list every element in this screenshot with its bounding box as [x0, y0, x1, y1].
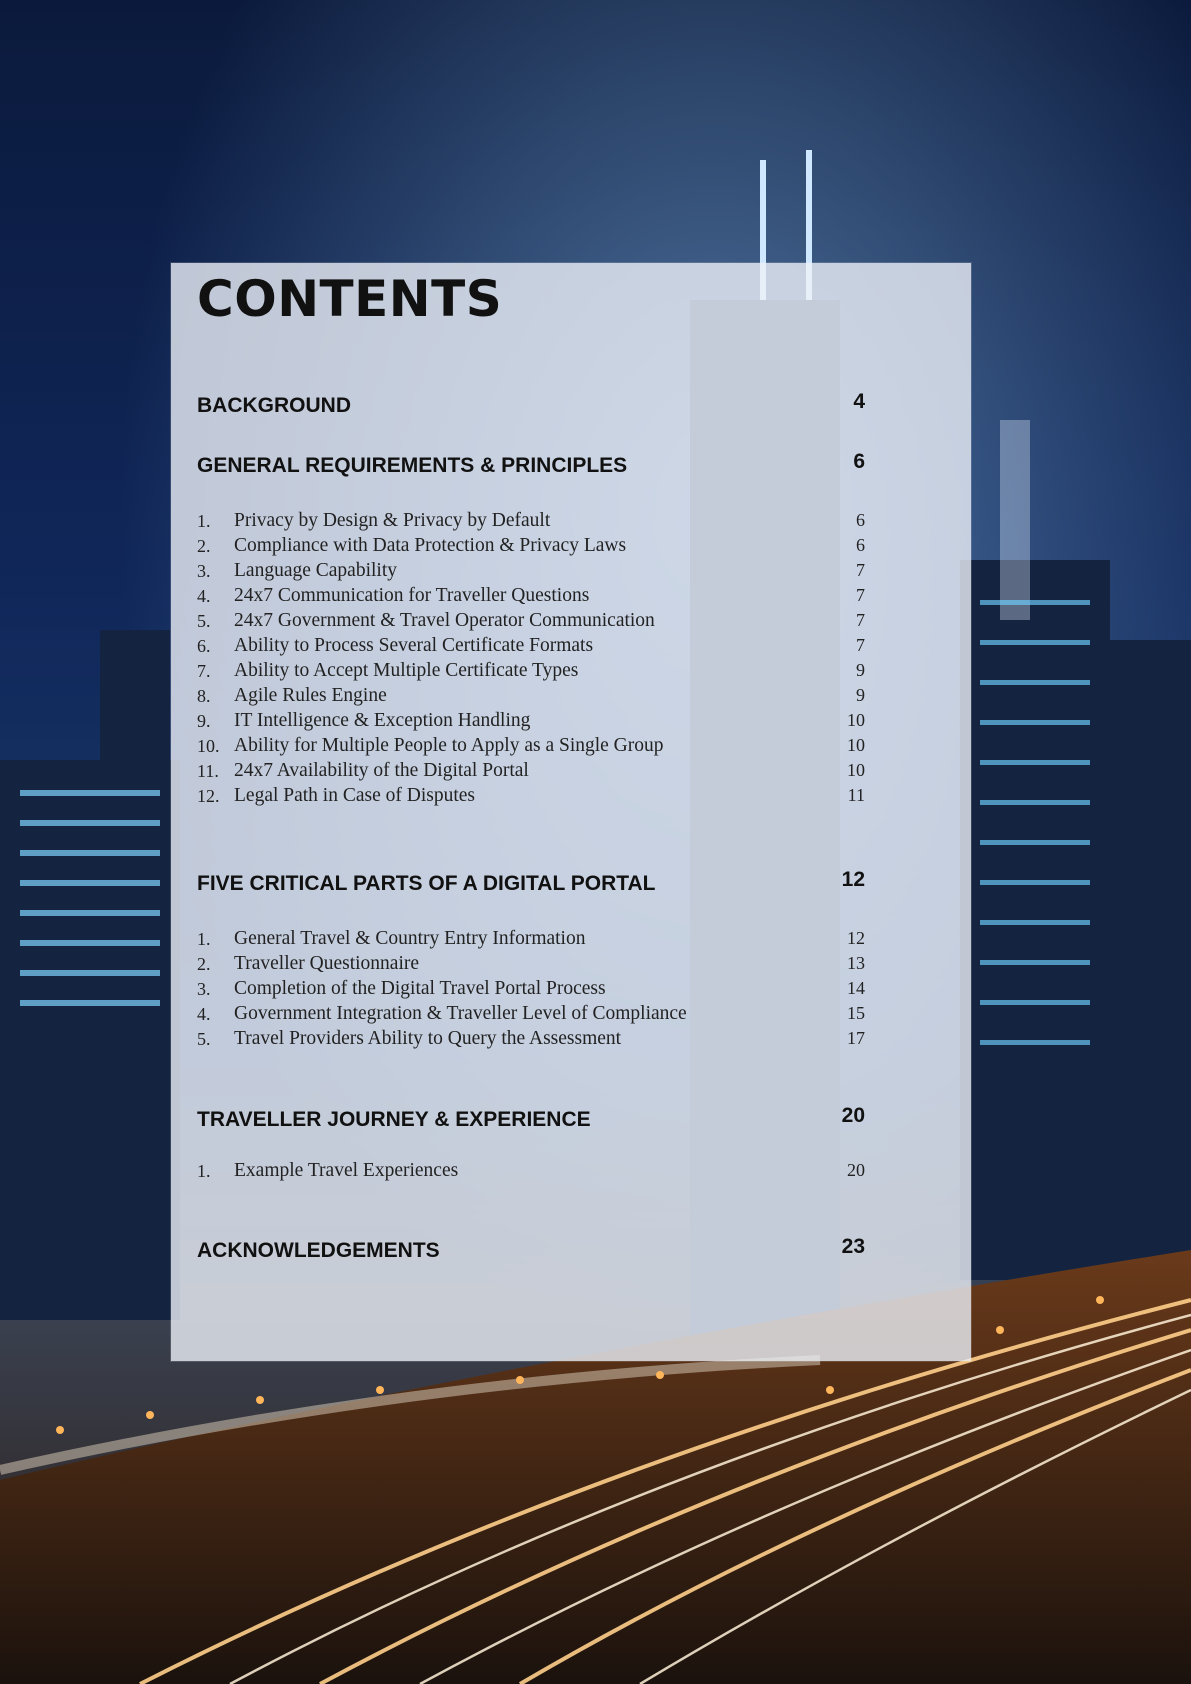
- toc-item[interactable]: [197, 1158, 865, 1186]
- toc-section-label: TRAVELLER JOURNEY & EXPERIENCE: [197, 1108, 591, 1131]
- toc-section-traveller-journey[interactable]: [197, 1104, 865, 1132]
- toc-item-number: 1.: [197, 929, 211, 949]
- toc-item-label: Travel Providers Ability to Query the Assessment: [234, 1028, 622, 1049]
- toc-item-label: 24x7 Government & Travel Operator Communication: [234, 610, 655, 631]
- toc-page-number: 6: [856, 510, 865, 530]
- toc-item[interactable]: [197, 658, 865, 686]
- toc-item-label: Legal Path in Case of Disputes: [234, 785, 475, 806]
- toc-page-number: 10: [847, 710, 865, 730]
- toc-item-label: Completion of the Digital Travel Portal Process: [234, 978, 606, 999]
- toc-page-number: 7: [856, 635, 865, 655]
- toc-item[interactable]: [197, 976, 865, 1004]
- toc-item-number: 1.: [197, 1161, 211, 1181]
- toc-item-label: Compliance with Data Protection & Privacy Laws: [234, 535, 627, 556]
- contents-panel: [171, 263, 971, 1361]
- toc-item[interactable]: [197, 926, 865, 954]
- toc-section-five-critical-parts[interactable]: [197, 868, 865, 896]
- toc-item-number: 4.: [197, 1004, 211, 1024]
- page-title: CONTENTS: [197, 270, 503, 328]
- toc-page-number: 9: [856, 685, 865, 705]
- toc-page-number: 10: [847, 760, 865, 780]
- toc-item[interactable]: [197, 783, 865, 811]
- toc-item-label: 24x7 Availability of the Digital Portal: [234, 760, 529, 781]
- toc-page-number: 20: [841, 1104, 865, 1127]
- toc-item[interactable]: [197, 608, 865, 636]
- toc-item[interactable]: [197, 633, 865, 661]
- toc-section-acknowledgements[interactable]: [197, 1235, 865, 1263]
- toc-page-number: 4: [853, 390, 865, 413]
- toc-item[interactable]: [197, 683, 865, 711]
- toc-section-background[interactable]: [197, 390, 865, 418]
- toc-item[interactable]: [197, 508, 865, 536]
- toc-item[interactable]: [197, 758, 865, 786]
- toc-page-number: 23: [841, 1235, 865, 1258]
- toc-page-number: 12: [841, 868, 865, 891]
- toc-item[interactable]: [197, 733, 865, 761]
- toc-item-number: 3.: [197, 561, 211, 581]
- toc-section-label: GENERAL REQUIREMENTS & PRINCIPLES: [197, 454, 628, 477]
- toc-page-number: 7: [856, 610, 865, 630]
- toc-item-label: 24x7 Communication for Traveller Questions: [234, 585, 590, 606]
- toc-item-label: Ability to Accept Multiple Certificate Types: [234, 660, 579, 681]
- toc-page-number: 6: [853, 450, 865, 473]
- toc-item-label: Ability to Process Several Certificate Formats: [234, 635, 594, 656]
- toc-item[interactable]: [197, 533, 865, 561]
- toc-page-number: 17: [847, 1028, 865, 1048]
- toc-page-number: 12: [847, 928, 865, 948]
- toc-item-number: 12.: [197, 786, 220, 806]
- toc-page-number: 20: [847, 1160, 865, 1180]
- toc-item[interactable]: [197, 583, 865, 611]
- toc-item-label: Language Capability: [234, 560, 397, 581]
- toc-page-number: 10: [847, 735, 865, 755]
- toc-item-number: 2.: [197, 954, 211, 974]
- toc-item-number: 9.: [197, 711, 211, 731]
- toc-page-number: 14: [847, 978, 865, 998]
- toc-item[interactable]: [197, 558, 865, 586]
- toc-item-number: 11.: [197, 761, 219, 781]
- toc-item-number: 10.: [197, 736, 220, 756]
- toc-item-label: Agile Rules Engine: [234, 685, 387, 706]
- toc-page-number: 9: [856, 660, 865, 680]
- toc-item-label: General Travel & Country Entry Information: [234, 928, 586, 949]
- toc-section-label: BACKGROUND: [197, 394, 351, 417]
- toc-page-number: 6: [856, 535, 865, 555]
- toc-item-number: 7.: [197, 661, 211, 681]
- toc-item[interactable]: [197, 1026, 865, 1054]
- toc-item-label: Government Integration & Traveller Level of Compliance: [234, 1003, 687, 1024]
- toc-item[interactable]: [197, 708, 865, 736]
- toc-page-number: 15: [847, 1003, 865, 1023]
- toc-page-number: 7: [856, 585, 865, 605]
- toc-section-label: ACKNOWLEDGEMENTS: [197, 1239, 440, 1262]
- toc-item-number: 6.: [197, 636, 211, 656]
- toc-item-number: 1.: [197, 511, 211, 531]
- toc-item-label: Ability for Multiple People to Apply as a Single Group: [234, 735, 664, 756]
- toc-item[interactable]: [197, 951, 865, 979]
- toc-item-label: Privacy by Design & Privacy by Default: [234, 510, 551, 531]
- toc-item-number: 2.: [197, 536, 211, 556]
- toc-item-number: 5.: [197, 1029, 211, 1049]
- toc-item-number: 5.: [197, 611, 211, 631]
- toc-item[interactable]: [197, 1001, 865, 1029]
- toc-item-number: 3.: [197, 979, 211, 999]
- toc-section-label: FIVE CRITICAL PARTS OF A DIGITAL PORTAL: [197, 872, 656, 895]
- toc-item-label: Traveller Questionnaire: [234, 953, 420, 974]
- toc-page-number: 13: [847, 953, 865, 973]
- toc-item-label: IT Intelligence & Exception Handling: [234, 710, 531, 731]
- toc-page-number: 7: [856, 560, 865, 580]
- toc-item-label: Example Travel Experiences: [234, 1160, 459, 1181]
- toc-item-number: 8.: [197, 686, 211, 706]
- toc-item-number: 4.: [197, 586, 211, 606]
- toc-page-number: 11: [847, 785, 865, 805]
- toc-section-general-requirements[interactable]: [197, 450, 865, 478]
